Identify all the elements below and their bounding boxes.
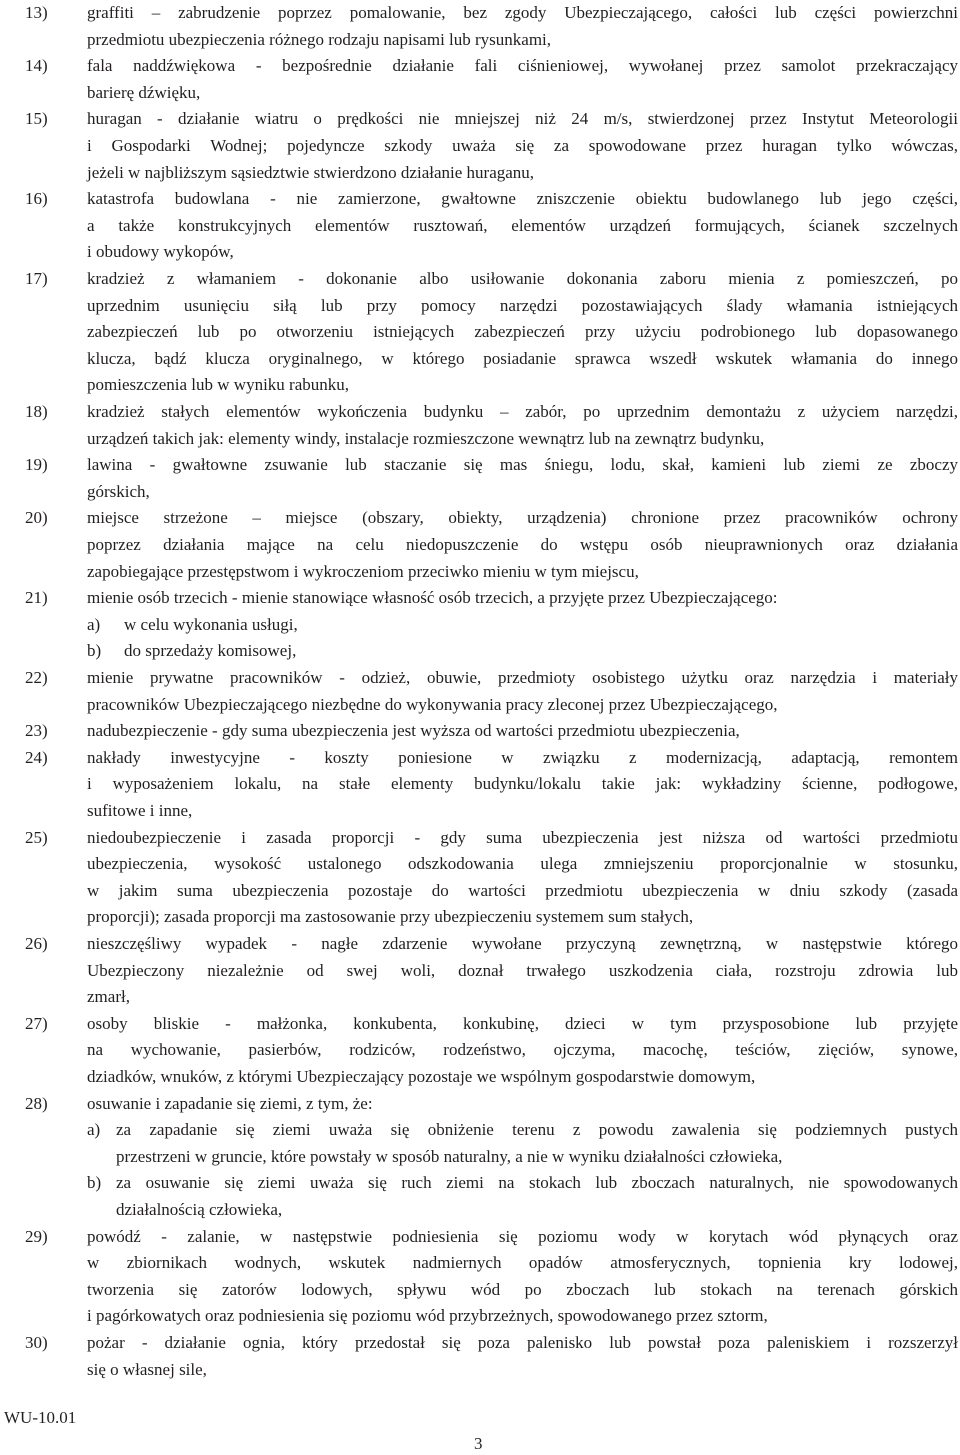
text-line: pożar - działanie ognia, który przedostał się poza palenisko lub powstał poza paleniskiem i rozszerzył: [87, 1333, 958, 1352]
text-line: kradzież stałych elementów wykończenia budynku – zabór, po uprzednim demontażu z użyciem narzędzi,: [87, 402, 958, 421]
text-line: klucza, bądź klucza oryginalnego, w którego posiadanie sprawca wszedł wskutek włamania do innego: [87, 348, 958, 368]
text-line: do sprzedaży komisowej,: [124, 641, 297, 661]
text-line: ubezpieczenia, wysokość ustalonego odszkodowania ulega zmniejszeniu proporcjonalnie w stosunku,: [87, 854, 958, 874]
document-code: WU-10.01: [4, 1408, 77, 1427]
text-line: nieszczęśliwy wypadek - nagłe zdarzenie wywołane przyczyną zewnętrzną, w następstwie którego: [87, 934, 958, 953]
item-number: 27): [25, 1013, 48, 1033]
text-line: w celu wykonania usługi,: [124, 614, 298, 634]
text-line: i wyposażeniem lokalu, na stałe elementy budynku/lokalu takie jak: wykładziny ścienne, podłogowe,: [87, 774, 958, 794]
item-number: 13): [25, 3, 48, 22]
item-number: 29): [25, 1226, 48, 1246]
item-number: 22): [25, 668, 48, 687]
item-number: 28): [25, 1093, 48, 1113]
text-line: zabezpieczeń lub po otworzeniu istniejących zabezpieczeń przy użyciu podrobionego lub dopasowanego: [87, 322, 958, 342]
text-line: pracowników Ubezpieczającego niezbędne do wykonywania pracy zleconej przez Ubezpieczającego,: [87, 694, 778, 714]
text-line: nakłady inwestycyjne - koszty poniesione w związku z modernizacją, adaptacją, remontem: [87, 747, 958, 767]
text-line: barierę dźwięku,: [87, 82, 201, 102]
page-number: 3: [474, 1434, 483, 1453]
text-line: proporcji); zasada proporcji ma zastosowanie przy ubezpieczeniu systemem sum stałych,: [87, 907, 694, 927]
text-line: niedoubezpieczenie i zasada proporcji - gdy suma ubezpieczenia jest niższa od wartości przedmiotu: [87, 827, 958, 847]
text-line: zapobiegające przestępstwom i wykroczeniom przeciwko mieniu w tym miejscu,: [87, 561, 639, 581]
text-line: i pagórkowatych oraz podniesienia się poziomu wód przybrzeżnych, spowodowanego przez sztorm,: [87, 1306, 768, 1326]
text-line: mienie osób trzecich - mienie stanowiące własność osób trzecich, a przyjęte przez Ubezpieczającego:: [87, 588, 778, 608]
item-number: 19): [25, 455, 48, 475]
item-number: 15): [25, 109, 48, 129]
text-line: przestrzeni w gruncie, które powstały w sposób naturalny, a nie w wyniku działalności człowieka,: [116, 1146, 783, 1166]
text-line: a także konstrukcyjnych elementów rusztowań, elementów urządzeń formujących, ścianek szczelnych: [87, 215, 958, 235]
text-line: huragan - działanie wiatru o prędkości nie mniejszej niż 24 m/s, stwierdzonej przez Instytut Meteorologii: [87, 109, 958, 129]
item-number: 21): [25, 588, 48, 608]
sub-item-label: a): [87, 1120, 101, 1140]
item-number: 20): [25, 508, 48, 528]
text-line: za osuwanie się ziemi uważa się ruch ziemi na stokach lub zboczach naturalnych, nie spowodowanych: [116, 1173, 958, 1193]
text-line: i Gospodarki Wodnej; pojedyncze szkody uważa się za spowodowane przez huragan tylko wówczas,: [87, 136, 958, 155]
text-line: lawina - gwałtowne zsuwanie lub staczanie się mas śniegu, lodu, skał, kamieni lub ziemi ze zboczy: [87, 455, 958, 475]
text-line: na wychowanie, pasierbów, rodziców, rodzeństwo, ojczyma, macochę, teściów, zięciów, synowe,: [87, 1040, 958, 1060]
text-line: graffiti – zabrudzenie poprzez pomalowanie, bez zgody Ubezpieczającego, całości lub części powierzchni: [87, 3, 958, 22]
item-number: 26): [25, 934, 48, 953]
text-line: jeżeli w najbliższym sąsiedztwie stwierdzono działanie huraganu,: [87, 162, 535, 182]
sub-item-label: b): [87, 1173, 102, 1193]
item-number: 23): [25, 721, 48, 741]
text-line: w jakim suma ubezpieczenia pozostaje do wartości przedmiotu ubezpieczenia w dniu szkody (zasada: [87, 880, 958, 900]
text-line: Ubezpieczony niezależnie od swej woli, doznał trwałego uszkodzenia ciała, rozstroju zdrowia lub: [87, 960, 958, 980]
text-line: przedmiotu ubezpieczenia różnego rodzaju napisami lub rysunkami,: [87, 29, 552, 49]
text-line: mienie prywatne pracowników - odzież, obuwie, przedmioty osobistego użytku oraz narzędzia i materiały: [87, 668, 958, 687]
text-line: i obudowy wykopów,: [87, 242, 234, 262]
item-number: 24): [25, 747, 48, 767]
text-line: nadubezpieczenie - gdy suma ubezpieczenia jest wyższa od wartości przedmiotu ubezpieczenia,: [87, 721, 740, 741]
text-line: powódź - zalanie, w następstwie podniesienia się poziomu wody w korytach wód płynących oraz: [87, 1226, 958, 1246]
text-line: górskich,: [87, 481, 150, 501]
text-line: działalnością człowieka,: [116, 1200, 283, 1219]
item-number: 18): [25, 402, 48, 421]
text-line: osuwanie i zapadanie się ziemi, z tym, że:: [87, 1093, 373, 1113]
text-line: miejsce strzeżone – miejsce (obszary, obiekty, urządzenia) chronione przez pracowników ochrony: [87, 508, 958, 528]
item-number: 17): [25, 269, 48, 288]
text-line: urządzeń takich jak: elementy windy, instalacje rozmieszczone wewnątrz lub na zewnątrz budynku,: [87, 428, 765, 448]
text-line: się o własnej sile,: [87, 1359, 207, 1379]
text-line: sufitowe i inne,: [87, 801, 193, 820]
text-line: fala naddźwiękowa - bezpośrednie działanie fali ciśnieniowej, wywołanej przez samolot przekraczający: [87, 56, 958, 76]
item-number: 16): [25, 189, 48, 209]
text-line: zmarł,: [87, 987, 130, 1007]
text-line: za zapadanie się ziemi uważa się obniżenie terenu z powodu zawalenia się podziemnych pustych: [116, 1120, 958, 1140]
text-line: pomieszczenia lub w wyniku rabunku,: [87, 375, 350, 395]
text-line: katastrofa budowlana - nie zamierzone, gwałtowne zniszczenie obiektu budowlanego lub jego części,: [87, 189, 958, 209]
text-line: uprzednim usunięciu siłą lub przy pomocy narzędzi pozostawiających ślady włamania istniejących: [87, 295, 958, 315]
text-line: dziadków, wnuków, z którymi Ubezpieczający pozostaje we wspólnym gospodarstwie domowym,: [87, 1067, 756, 1086]
text-line: w zbiornikach wodnych, wskutek nadmiernych opadów atmosferycznych, topnienia kry lodowej,: [87, 1253, 958, 1273]
text-line: kradzież z włamaniem - dokonanie albo usiłowanie dokonania zaboru mienia z pomieszczeń, po: [87, 269, 958, 288]
item-number: 25): [25, 827, 48, 847]
item-number: 14): [25, 56, 48, 76]
sub-item-label: b): [87, 641, 102, 661]
text-line: osoby bliskie - małżonka, konkubenta, konkubinę, dzieci w tym przysposobione lub przyjęte: [87, 1013, 958, 1033]
sub-item-label: a): [87, 614, 101, 634]
text-line: poprzez działania mające na celu niedopuszczenie do wstępu osób nieuprawnionych oraz działania: [87, 535, 958, 554]
text-line: tworzenia się zatorów lodowych, spływu wód po zboczach lub stokach na terenach górskich: [87, 1279, 958, 1299]
item-number: 30): [25, 1333, 48, 1352]
